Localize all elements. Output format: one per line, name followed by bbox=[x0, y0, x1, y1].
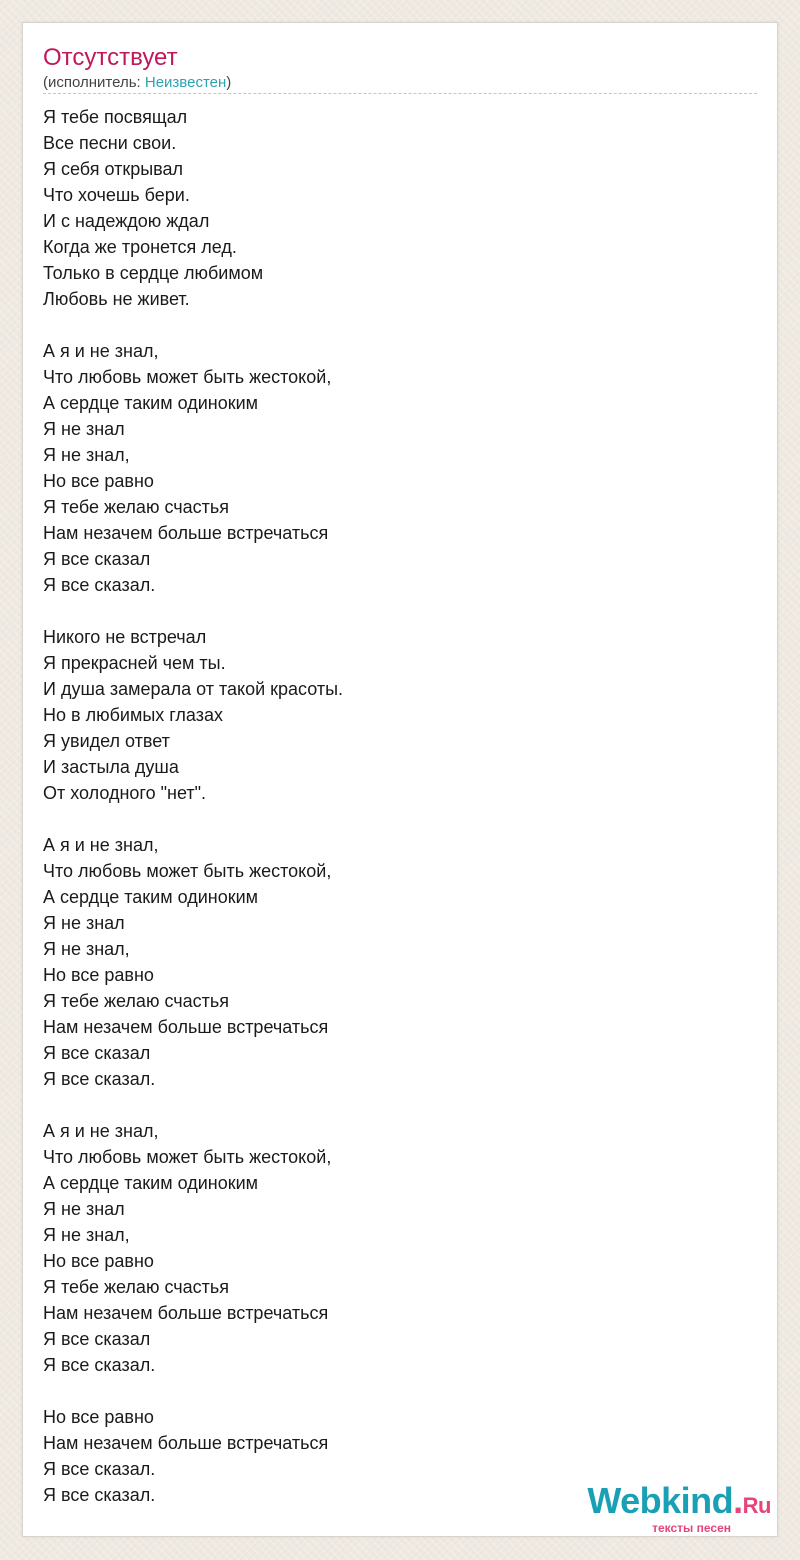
lyric-line: Только в сердце любимом bbox=[43, 263, 264, 283]
lyric-line: Я все сказал. bbox=[43, 1485, 156, 1505]
lyric-line: Я увидел ответ bbox=[43, 731, 170, 751]
lyrics-verse bbox=[43, 1118, 743, 1378]
lyric-line: И с надеждою ждал bbox=[43, 211, 210, 231]
artist-suffix: ) bbox=[226, 74, 232, 91]
logo-tagline: тексты песен bbox=[652, 1521, 731, 1535]
lyric-line: Что любовь может быть жестокой, bbox=[43, 1147, 332, 1167]
lyric-line: А сердце таким одиноким bbox=[43, 887, 259, 907]
lyric-line: Я не знал, bbox=[43, 1225, 130, 1245]
lyric-line: Я себя открывал bbox=[43, 159, 184, 179]
logo-wordmark bbox=[587, 1480, 771, 1524]
lyric-line: И душа замерала от такой красоты. bbox=[43, 679, 344, 699]
lyric-line: Я не знал bbox=[43, 1199, 125, 1219]
lyric-line: Я все сказал bbox=[43, 1043, 151, 1063]
lyrics-verse bbox=[43, 832, 743, 1092]
lyric-line: Я все сказал bbox=[43, 549, 151, 569]
lyric-line: Я все сказал bbox=[43, 1329, 151, 1349]
lyric-line: Я тебе желаю счастья bbox=[43, 991, 229, 1011]
song-title: Отсутствует bbox=[43, 44, 178, 71]
logo-tld: Ru bbox=[742, 1493, 771, 1518]
lyric-line: Нам незачем больше встречаться bbox=[43, 523, 329, 543]
lyric-line: Я не знал bbox=[43, 913, 125, 933]
lyric-line: Я прекрасней чем ты. bbox=[43, 653, 226, 673]
lyric-line: Что любовь может быть жестокой, bbox=[43, 367, 332, 387]
title-divider bbox=[43, 93, 757, 94]
lyric-line: Нам незачем больше встречаться bbox=[43, 1017, 329, 1037]
lyric-line: Все песни свои. bbox=[43, 133, 177, 153]
lyric-line: А сердце таким одиноким bbox=[43, 393, 259, 413]
lyric-line: Что хочешь бери. bbox=[43, 185, 190, 205]
lyrics-verse bbox=[43, 624, 743, 806]
lyric-line: Нам незачем больше встречаться bbox=[43, 1433, 329, 1453]
lyric-line: Нам незачем больше встречаться bbox=[43, 1303, 329, 1323]
lyric-line: Но все равно bbox=[43, 965, 154, 985]
lyrics-verse bbox=[43, 104, 743, 312]
lyric-line: Я все сказал. bbox=[43, 1459, 156, 1479]
lyric-line: Но все равно bbox=[43, 1251, 154, 1271]
lyric-line: Любовь не живет. bbox=[43, 289, 190, 309]
lyric-line: Я все сказал. bbox=[43, 575, 156, 595]
lyric-line: Я тебе желаю счастья bbox=[43, 1277, 229, 1297]
lyric-line: Я тебе желаю счастья bbox=[43, 497, 229, 517]
lyric-line: И застыла душа bbox=[43, 757, 179, 777]
artist-link[interactable]: Неизвестен bbox=[144, 74, 227, 91]
lyric-line: А я и не знал, bbox=[43, 835, 159, 855]
lyric-line: А сердце таким одиноким bbox=[43, 1173, 259, 1193]
lyric-line: От холодного "нет". bbox=[43, 783, 206, 803]
lyric-line: Но все равно bbox=[43, 1407, 154, 1427]
lyric-line: Но в любимых глазах bbox=[43, 705, 223, 725]
lyric-line: Я все сказал. bbox=[43, 1355, 156, 1375]
artist-line bbox=[43, 73, 231, 93]
lyric-line: Но все равно bbox=[43, 471, 154, 491]
lyric-line: Я тебе посвящал bbox=[43, 107, 188, 127]
lyric-line: Когда же тронется лед. bbox=[43, 237, 237, 257]
webkind-logo[interactable] bbox=[587, 1480, 771, 1535]
lyrics-card bbox=[22, 22, 778, 1537]
lyric-line: А я и не знал, bbox=[43, 1121, 159, 1141]
logo-dot: . bbox=[733, 1480, 743, 1521]
logo-word: Webkind bbox=[587, 1480, 734, 1521]
lyric-line: Я все сказал. bbox=[43, 1069, 156, 1089]
lyric-line: Я не знал, bbox=[43, 939, 130, 959]
lyric-line: А я и не знал, bbox=[43, 341, 159, 361]
lyric-line: Я не знал, bbox=[43, 445, 130, 465]
lyrics-verse bbox=[43, 338, 743, 598]
lyrics-body bbox=[43, 104, 743, 1534]
lyric-line: Никого не встречал bbox=[43, 627, 207, 647]
lyric-line: Что любовь может быть жестокой, bbox=[43, 861, 332, 881]
lyric-line: Я не знал bbox=[43, 419, 125, 439]
artist-prefix: (исполнитель: bbox=[43, 74, 145, 91]
